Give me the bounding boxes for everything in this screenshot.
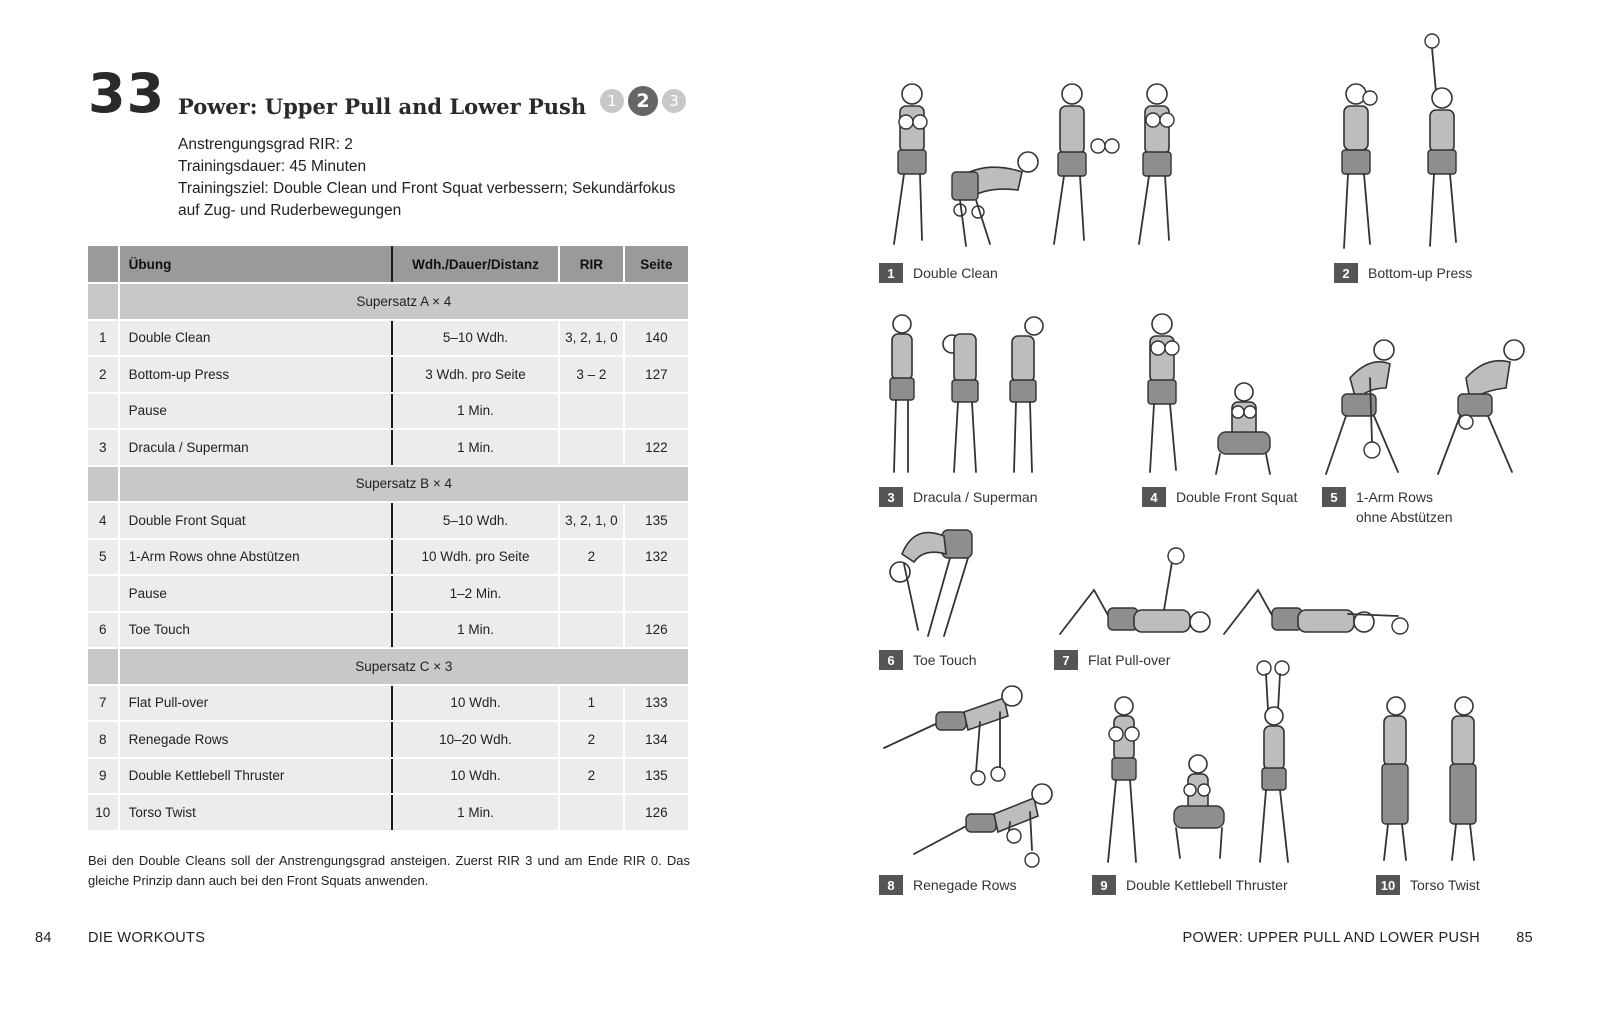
caption-9-label: Double Kettlebell Thruster — [1126, 877, 1288, 893]
meta-duration: Trainingsdauer: 45 Minuten — [178, 158, 367, 175]
row-rir: 3, 2, 1, 0 — [559, 320, 624, 357]
superset-spacer — [88, 466, 119, 503]
caption-10-label: Torso Twist — [1410, 877, 1480, 893]
caption-5-number: 5 — [1322, 487, 1346, 507]
caption-9-number: 9 — [1092, 875, 1116, 895]
row-rir — [559, 429, 624, 466]
header-rir: RIR — [559, 246, 624, 283]
row-rir — [559, 612, 624, 649]
row-exercise: 1-Arm Rows ohne Abstützen — [119, 539, 392, 576]
superset-row — [88, 648, 689, 685]
caption-4-label: Double Front Squat — [1176, 489, 1298, 505]
row-exercise: Pause — [119, 575, 392, 612]
row-number: 1 — [88, 320, 119, 357]
row-reps: 1 Min. — [392, 429, 559, 466]
caption-1 — [879, 263, 998, 283]
table-row — [88, 612, 689, 649]
row-reps: 10 Wdh. — [392, 758, 559, 795]
row-reps: 1 Min. — [392, 393, 559, 430]
row-rir — [559, 393, 624, 430]
caption-10-number: 10 — [1376, 875, 1400, 895]
row-page: 135 — [624, 758, 689, 795]
caption-3 — [879, 487, 1038, 507]
caption-5-label — [1356, 487, 1453, 527]
header-exercise: Übung — [119, 246, 392, 283]
caption-1-number: 1 — [879, 263, 903, 283]
table-row — [88, 685, 689, 722]
caption-8-label: Renegade Rows — [913, 877, 1017, 893]
row-number: 7 — [88, 685, 119, 722]
row-rir — [559, 575, 624, 612]
caption-6 — [879, 650, 977, 670]
row-reps: 5–10 Wdh. — [392, 320, 559, 357]
workout-table — [88, 246, 690, 832]
row-exercise: Pause — [119, 393, 392, 430]
caption-4 — [1142, 487, 1297, 507]
header-reps: Wdh./Dauer/Distanz — [392, 246, 559, 283]
row-exercise: Double Front Squat — [119, 502, 392, 539]
table-row — [88, 429, 689, 466]
double-front-squat-illustration — [1140, 312, 1290, 482]
superset-label: Supersatz A × 4 — [119, 283, 689, 320]
row-exercise: Flat Pull-over — [119, 685, 392, 722]
row-exercise: Dracula / Superman — [119, 429, 392, 466]
row-page: 140 — [624, 320, 689, 357]
flat-pull-over-illustration — [1054, 546, 1414, 646]
caption-2-number: 2 — [1334, 263, 1358, 283]
double-kettlebell-thruster-illustration — [1094, 658, 1314, 870]
superset-spacer — [88, 648, 119, 685]
row-number: 3 — [88, 429, 119, 466]
row-number: 9 — [88, 758, 119, 795]
level-indicator — [600, 86, 686, 116]
row-rir: 3, 2, 1, 0 — [559, 502, 624, 539]
caption-6-label: Toe Touch — [913, 652, 977, 668]
row-number — [88, 393, 119, 430]
caption-10 — [1376, 875, 1480, 895]
caption-1-label: Double Clean — [913, 265, 998, 281]
table-row — [88, 393, 689, 430]
row-page: 126 — [624, 612, 689, 649]
superset-label: Supersatz C × 3 — [119, 648, 689, 685]
level-3-badge: 3 — [662, 89, 686, 113]
row-rir: 2 — [559, 539, 624, 576]
table-row — [88, 575, 689, 612]
caption-5-line-1: 1-Arm Rows — [1356, 489, 1434, 505]
row-exercise: Toe Touch — [119, 612, 392, 649]
row-reps: 5–10 Wdh. — [392, 502, 559, 539]
row-page: 133 — [624, 685, 689, 722]
row-page: 135 — [624, 502, 689, 539]
row-reps: 1 Min. — [392, 794, 559, 831]
training-note: Bei den Double Cleans soll der Anstrengungsgrad ansteigen. Zuerst RIR 3 und am Ende RIR 0. Das gleiche Prinzip dann auch bei den Front Squats anwenden. — [88, 853, 690, 888]
right-section-title: POWER: UPPER PULL AND LOWER PUSH — [1182, 930, 1480, 946]
workout-title: Power: Upper Pull and Lower Push — [178, 94, 587, 119]
workout-meta — [178, 134, 698, 222]
row-page: 122 — [624, 429, 689, 466]
superset-label: Supersatz B × 4 — [119, 466, 689, 503]
caption-2 — [1334, 263, 1472, 283]
row-number: 10 — [88, 794, 119, 831]
row-number: 4 — [88, 502, 119, 539]
level-1-badge: 1 — [600, 89, 624, 113]
row-number — [88, 575, 119, 612]
row-exercise: Torso Twist — [119, 794, 392, 831]
left-page-number: 84 — [35, 930, 52, 946]
row-page — [624, 575, 689, 612]
caption-5 — [1322, 487, 1453, 527]
header-page: Seite — [624, 246, 689, 283]
caption-9 — [1092, 875, 1288, 895]
one-arm-rows-illustration — [1320, 338, 1530, 483]
row-reps: 3 Wdh. pro Seite — [392, 356, 559, 393]
row-rir: 2 — [559, 758, 624, 795]
row-reps: 10 Wdh. — [392, 685, 559, 722]
table-row — [88, 794, 689, 831]
toe-touch-illustration — [884, 524, 984, 644]
table-row — [88, 502, 689, 539]
row-number: 6 — [88, 612, 119, 649]
header-num — [88, 246, 119, 283]
table-row — [88, 758, 689, 795]
row-exercise: Renegade Rows — [119, 721, 392, 758]
superset-row — [88, 283, 689, 320]
right-page-number: 85 — [1516, 930, 1533, 946]
caption-5-line-2: ohne Abstützen — [1356, 509, 1453, 525]
row-reps: 1 Min. — [392, 612, 559, 649]
row-page — [624, 393, 689, 430]
row-rir: 3 – 2 — [559, 356, 624, 393]
row-exercise: Double Clean — [119, 320, 392, 357]
row-page: 127 — [624, 356, 689, 393]
table-header-row — [88, 246, 689, 283]
left-section-title: DIE WORKOUTS — [88, 930, 206, 946]
row-exercise: Bottom-up Press — [119, 356, 392, 393]
caption-7-number: 7 — [1054, 650, 1078, 670]
table-row — [88, 539, 689, 576]
caption-8-number: 8 — [879, 875, 903, 895]
row-page: 134 — [624, 721, 689, 758]
torso-twist-illustration — [1376, 692, 1496, 868]
meta-effort: Anstrengungsgrad RIR: 2 — [178, 136, 353, 153]
table-row — [88, 721, 689, 758]
row-rir: 1 — [559, 685, 624, 722]
row-number: 5 — [88, 539, 119, 576]
workout-number: 33 — [88, 62, 166, 125]
row-number: 2 — [88, 356, 119, 393]
superset-row — [88, 466, 689, 503]
level-2-badge: 2 — [628, 86, 658, 116]
bottom-up-press-illustration — [1334, 34, 1494, 259]
dracula-superman-illustration — [878, 312, 1058, 482]
superset-spacer — [88, 283, 119, 320]
row-page: 126 — [624, 794, 689, 831]
meta-goal: Trainingsziel: Double Clean und Front Squat verbessern; Sekundärfokus auf Zug- und Ruderbewegungen — [178, 180, 676, 219]
caption-4-number: 4 — [1142, 487, 1166, 507]
renegade-rows-illustration — [880, 682, 1060, 872]
caption-8 — [879, 875, 1017, 895]
double-clean-illustration — [876, 80, 1206, 260]
row-rir — [559, 794, 624, 831]
caption-3-label: Dracula / Superman — [913, 489, 1038, 505]
row-reps: 1–2 Min. — [392, 575, 559, 612]
caption-2-label: Bottom-up Press — [1368, 265, 1473, 281]
row-reps: 10–20 Wdh. — [392, 721, 559, 758]
table-row — [88, 356, 689, 393]
row-number: 8 — [88, 721, 119, 758]
caption-3-number: 3 — [879, 487, 903, 507]
row-reps: 10 Wdh. pro Seite — [392, 539, 559, 576]
row-exercise: Double Kettlebell Thruster — [119, 758, 392, 795]
caption-7-label: Flat Pull-over — [1088, 652, 1171, 668]
row-page: 132 — [624, 539, 689, 576]
caption-6-number: 6 — [879, 650, 903, 670]
table-row — [88, 320, 689, 357]
row-rir: 2 — [559, 721, 624, 758]
